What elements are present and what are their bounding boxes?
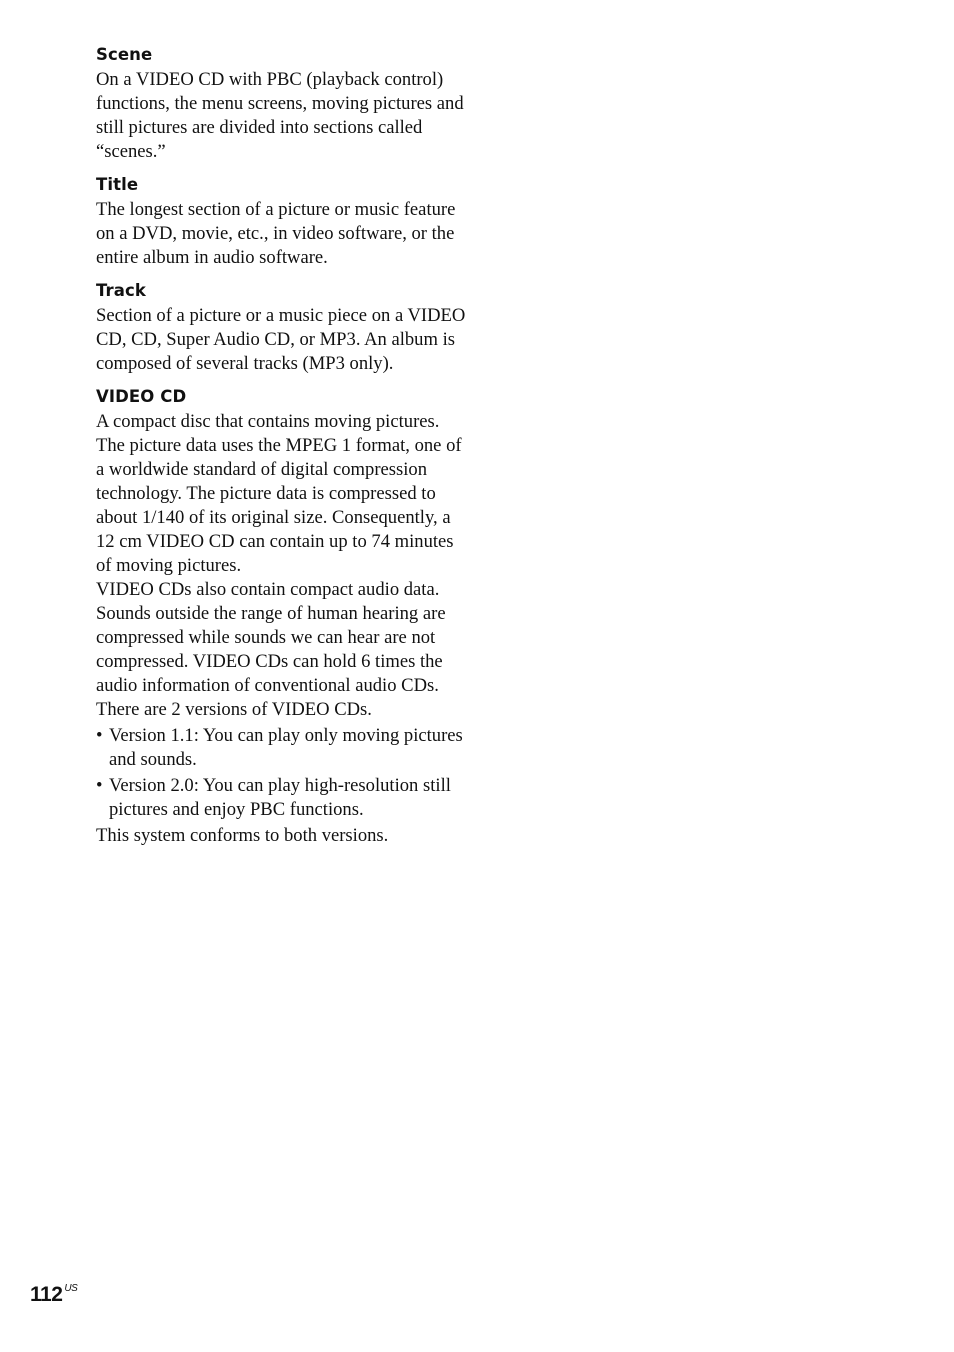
glossary-entry-track — [96, 280, 468, 376]
glossary-definition: The longest section of a picture or music feature on a DVD, movie, etc., in video software, or the entire album in audio software. — [96, 199, 456, 268]
closing-text: This system conforms to both versions. — [96, 825, 389, 846]
glossary-definition-paragraph: VIDEO CDs also contain compact audio data. Sounds outside the range of human hearing are compressed while sounds we can hear are not compressed. VIDEO CDs can hold 6 times the audio information of conventional audio CDs. There are 2 versions of VIDEO CDs. — [96, 579, 446, 720]
list-item — [96, 724, 468, 772]
glossary-term: Scene — [96, 45, 153, 64]
glossary-entry-video-cd — [96, 386, 468, 848]
bullet-icon: • — [96, 775, 103, 796]
list-item — [96, 774, 468, 822]
glossary-definition: On a VIDEO CD with PBC (playback control) functions, the menu screens, moving pictures and still pictures are divided into sections called “scenes.” — [96, 69, 464, 162]
glossary-entry-title — [96, 174, 468, 270]
glossary-term: VIDEO CD — [96, 387, 187, 406]
page-number — [30, 1282, 77, 1312]
glossary-definition-paragraph: A compact disc that contains moving pictures. The picture data uses the MPEG 1 format, one of a worldwide standard of digital compression technology. The picture data is compressed to about 1/140 of its original size. Consequently, a 12 cm VIDEO CD can contain up to 74 minutes of moving pictures. — [96, 411, 462, 576]
glossary-term: Title — [96, 175, 139, 194]
version-list — [96, 724, 468, 822]
glossary-entry-scene — [96, 44, 468, 164]
page-number-value: 112 — [30, 1283, 63, 1306]
bullet-icon: • — [96, 725, 103, 746]
list-item-text: Version 1.1: You can play only moving pictures and sounds. — [109, 725, 463, 770]
glossary-term: Track — [96, 281, 146, 300]
glossary-column — [96, 44, 468, 848]
list-item-text: Version 2.0: You can play high-resolution still pictures and enjoy PBC functions. — [109, 775, 451, 820]
page-region-suffix: US — [64, 1283, 78, 1294]
glossary-definition: Section of a picture or a music piece on a VIDEO CD, CD, Super Audio CD, or MP3. An album is composed of several tracks (MP3 only). — [96, 305, 466, 374]
